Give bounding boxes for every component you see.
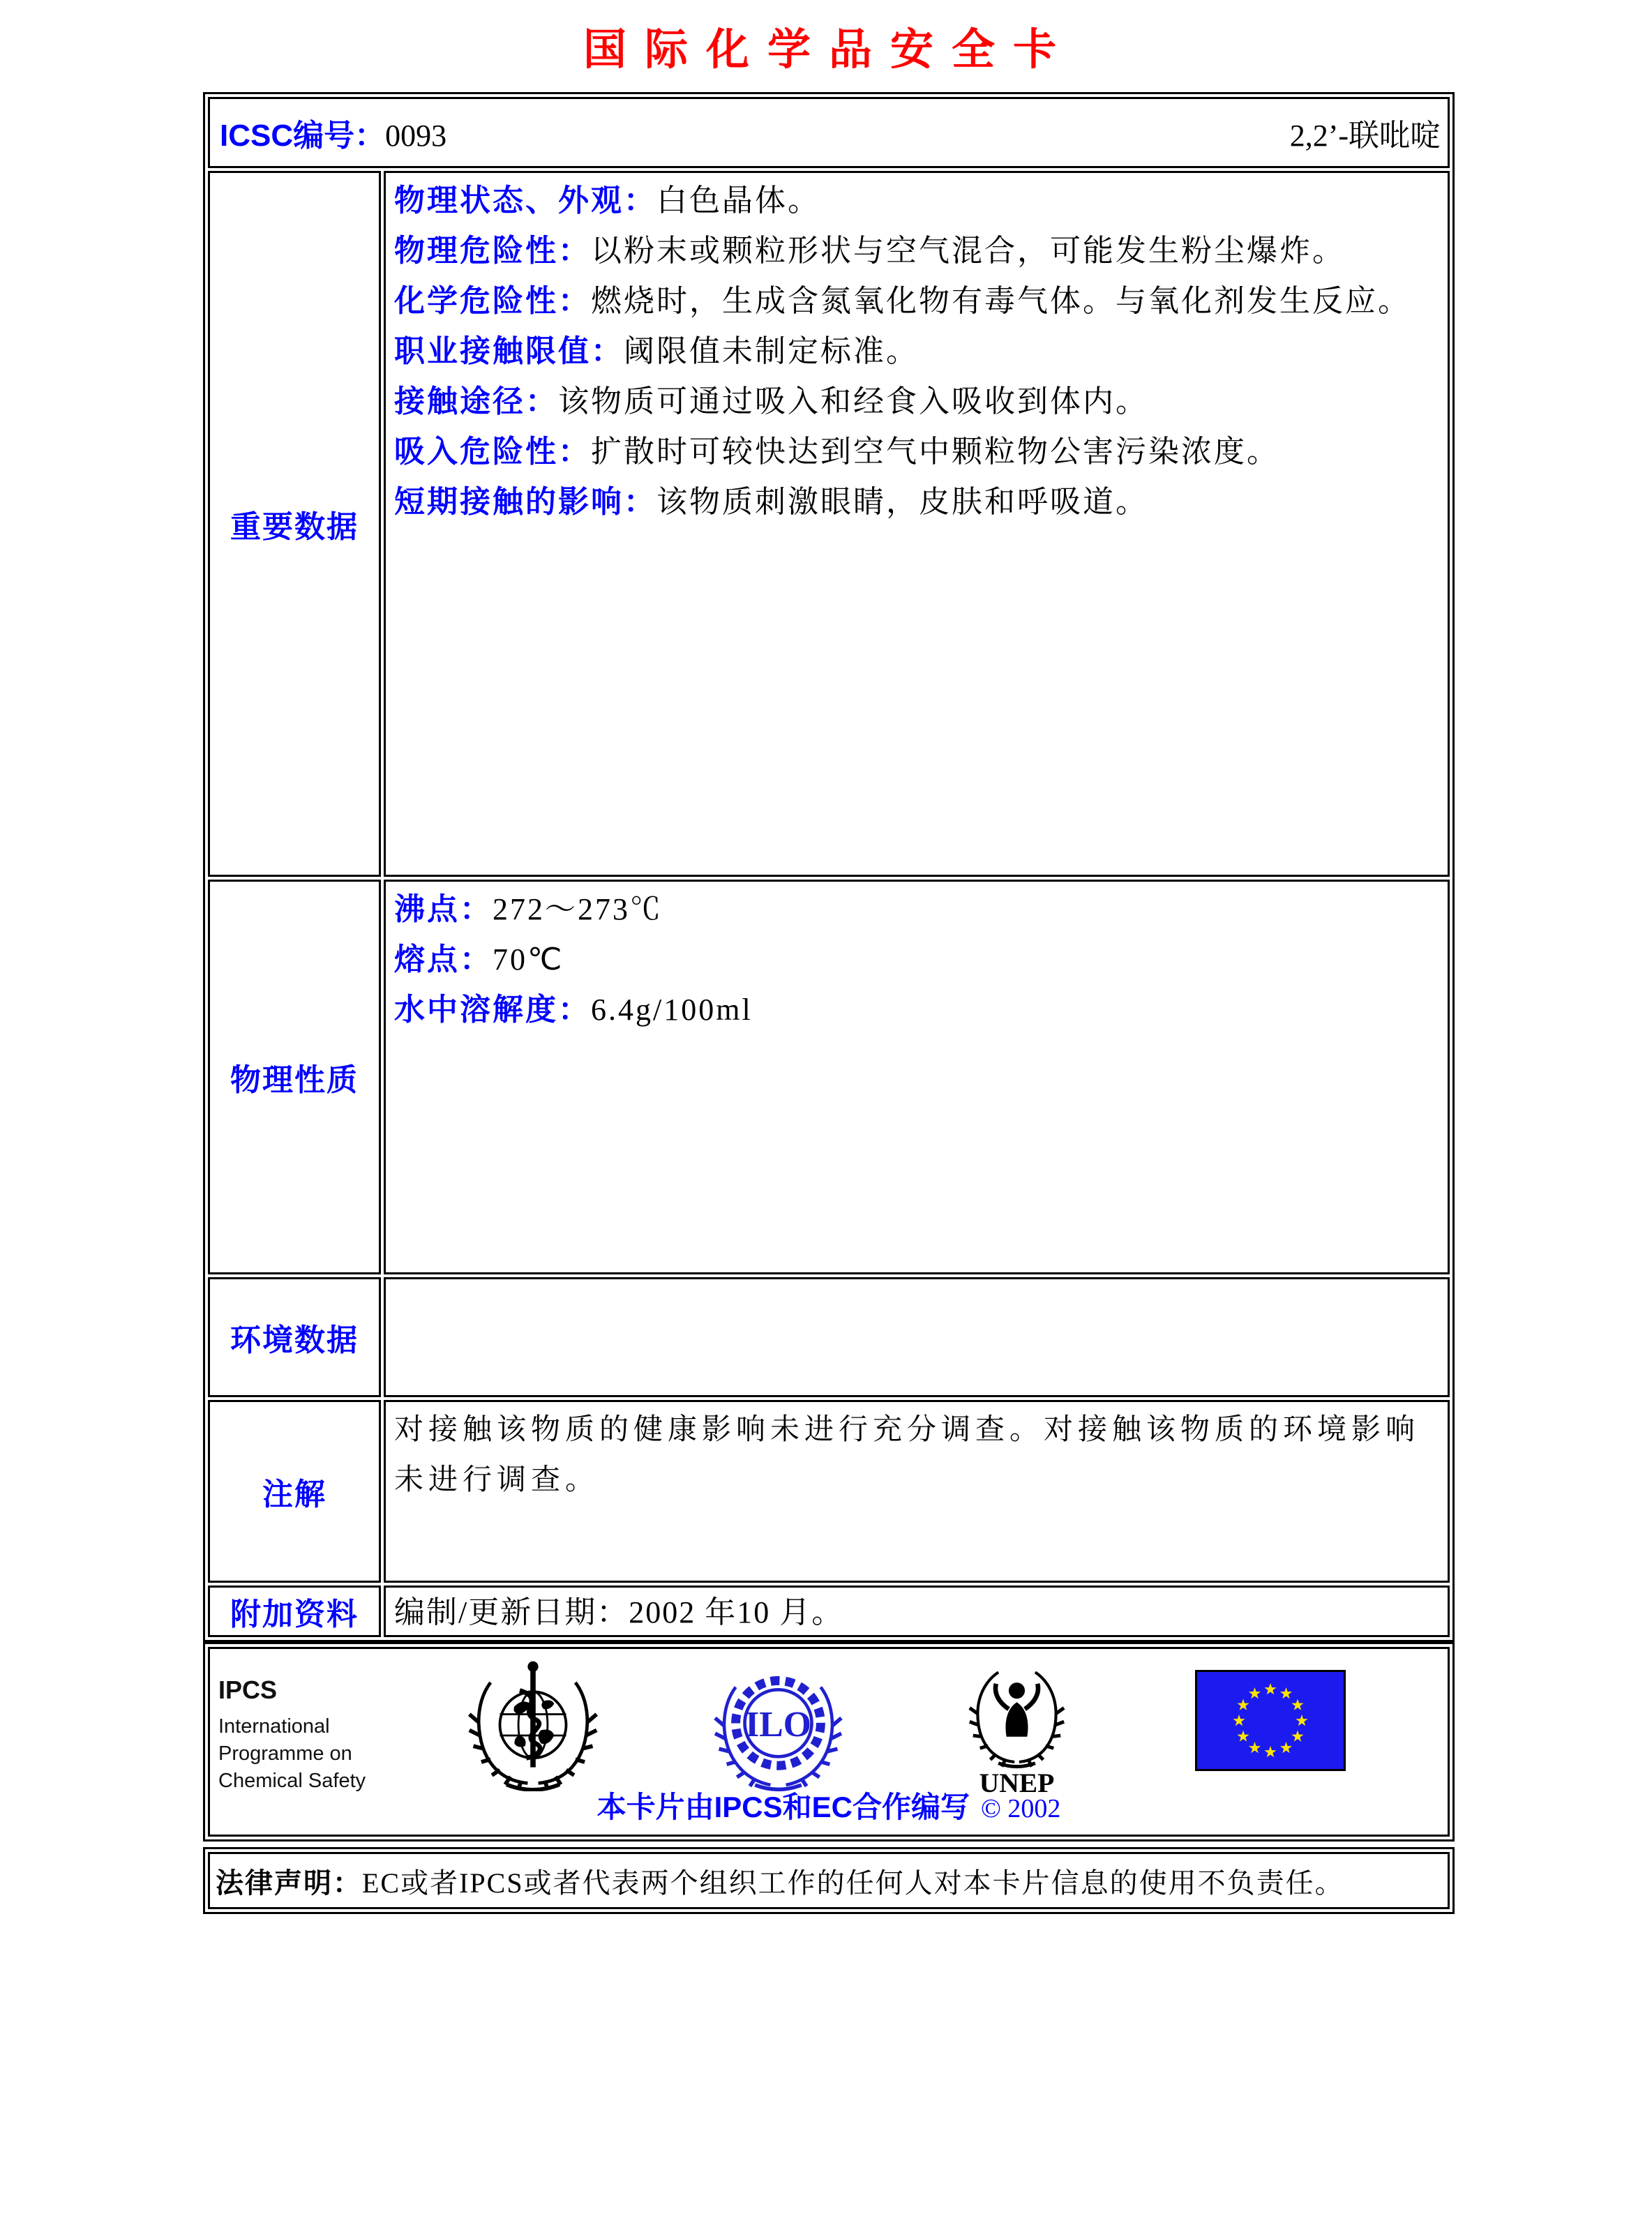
field-value: 该物质可通过吸入和经食入吸收到体内。	[558, 384, 1148, 419]
environmental-data-text	[386, 1279, 1448, 1282]
field-value: 以粉末或颗粒形状与空气混合，可能发生粉尘爆炸。	[591, 234, 1345, 268]
field-label: 物理危险性：	[394, 234, 591, 268]
ipcs-line3: Chemical Safety	[218, 1770, 366, 1792]
field-value: 6.4g/100ml	[591, 993, 753, 1027]
icsc-number-group	[220, 110, 446, 155]
legal-cell	[208, 1852, 1450, 1909]
data-line	[394, 427, 1439, 477]
physical-properties-content-cell	[384, 880, 1450, 1274]
field-label: 物理状态、外观：	[394, 183, 656, 218]
notes-row	[208, 1400, 1450, 1583]
ipcs-text-block	[218, 1675, 366, 1795]
ilo-logo-text: ILO	[745, 1704, 811, 1745]
icsc-card-table	[203, 92, 1455, 1642]
field-label: 化学危险性：	[394, 284, 591, 318]
physical-properties-label: 物理性质	[230, 1063, 359, 1097]
data-line	[394, 477, 1439, 527]
notes-content-cell	[384, 1400, 1450, 1583]
unep-logo-icon	[959, 1656, 1074, 1802]
important-data-label: 重要数据	[230, 510, 359, 544]
physical-properties-row	[208, 880, 1450, 1274]
icsc-number-label: ICSC编号：	[220, 119, 386, 153]
data-line	[394, 176, 1439, 226]
cooperation-footer	[210, 1784, 1448, 1826]
logos-box	[203, 1642, 1455, 1842]
data-line	[394, 326, 1439, 377]
important-data-content-cell	[384, 171, 1450, 877]
additional-info-label-cell	[208, 1586, 381, 1637]
page	[203, 0, 1455, 1914]
legal-text: EC或者IPCS或者代表两个组织工作的任何人对本卡片信息的使用不负责任。	[362, 1867, 1344, 1899]
data-line	[394, 935, 1439, 985]
logos-row	[208, 1647, 1450, 1837]
field-label: 接触途径：	[394, 384, 558, 419]
important-data-row	[208, 171, 1450, 877]
field-label: 吸入危险性：	[394, 435, 591, 469]
field-value: 272～273℃	[493, 892, 663, 926]
field-value: 该物质刺激眼睛，皮肤和呼吸道。	[656, 485, 1148, 519]
field-label: 职业接触限值：	[394, 334, 624, 368]
field-value: 燃烧时，生成含氮氧化物有毒气体。与氧化剂发生反应。	[591, 284, 1411, 318]
data-line	[394, 377, 1439, 427]
field-value: 扩散时可较快达到空气中颗粒物公害污染浓度。	[591, 435, 1279, 469]
field-label: 沸点：	[394, 892, 493, 926]
environmental-data-label-cell	[208, 1277, 381, 1397]
additional-info-label: 附加资料	[230, 1597, 359, 1632]
data-line	[394, 985, 1439, 1035]
data-line	[394, 884, 1439, 935]
unep-logo-text: UNEP	[979, 1767, 1055, 1798]
environmental-data-row	[208, 1277, 1450, 1397]
icsc-number-value: 0093	[385, 119, 447, 153]
environmental-data-content-cell	[384, 1277, 1450, 1397]
notes-text: 对接触该物质的健康影响未进行充分调查。对接触该物质的环境影响未进行调查。	[394, 1414, 1420, 1496]
ipcs-title: IPCS	[218, 1675, 278, 1704]
additional-info-text: 编制/更新日期：2002 年10 月。	[394, 1595, 844, 1629]
notes-label-cell	[208, 1400, 381, 1583]
legal-row	[208, 1852, 1450, 1909]
who-logo-icon	[467, 1653, 599, 1795]
physical-properties-label-cell	[208, 880, 381, 1274]
important-data-label-cell	[208, 171, 381, 877]
additional-info-row	[208, 1586, 1450, 1637]
field-value: 白色晶体。	[656, 183, 820, 218]
chemical-name: 2,2’-联吡啶	[1289, 119, 1441, 153]
cooperation-text: 本卡片由IPCS和EC合作编写	[596, 1791, 970, 1823]
field-label: 水中溶解度：	[394, 993, 591, 1027]
header-cell	[208, 97, 1450, 168]
field-label: 短期接触的影响：	[394, 485, 656, 519]
data-line	[394, 276, 1439, 326]
eu-flag-icon	[1195, 1670, 1346, 1775]
additional-info-content-cell	[384, 1586, 1450, 1637]
legal-box	[203, 1847, 1455, 1914]
copyright-text: © 2002	[981, 1794, 1061, 1823]
ilo-logo-icon	[714, 1659, 843, 1796]
ipcs-line2: Programme on	[218, 1742, 352, 1765]
data-line	[394, 226, 1439, 276]
header-row	[208, 97, 1450, 168]
legal-label: 法律声明：	[216, 1867, 362, 1899]
field-value: 阈限值未制定标准。	[624, 334, 919, 368]
logos-cell	[208, 1647, 1450, 1837]
environmental-data-label: 环境数据	[230, 1323, 359, 1357]
ipcs-line1: International	[218, 1715, 330, 1738]
field-value: 70℃	[493, 942, 564, 977]
notes-label: 注解	[262, 1477, 326, 1512]
field-label: 熔点：	[394, 942, 493, 977]
page-title: 国际化学品安全卡	[583, 27, 1074, 74]
